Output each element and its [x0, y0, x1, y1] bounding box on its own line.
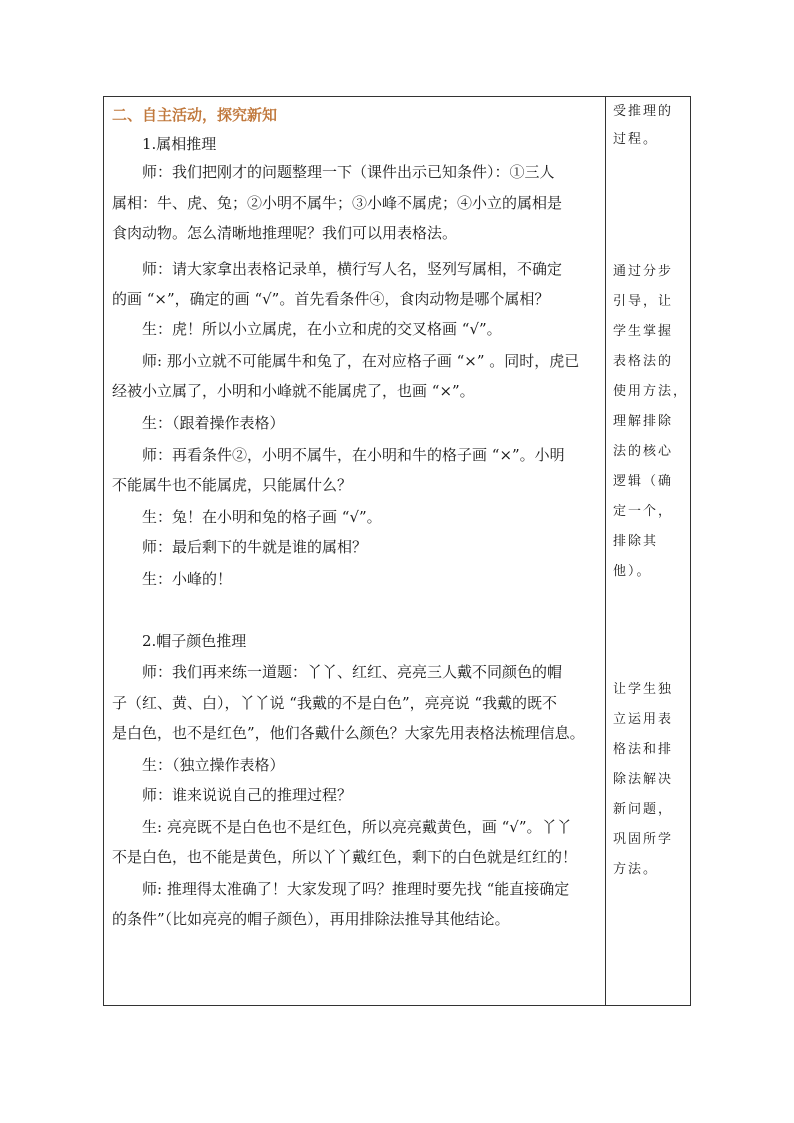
- side-note-line: 定一个，: [613, 504, 674, 519]
- side-note-line: 使用方法，: [613, 384, 689, 399]
- side-note-line: 通过分步: [613, 264, 674, 279]
- paragraph-line: 师：最后剩下的牛就是谁的属相？: [142, 538, 368, 556]
- paragraph-line: 属相：牛、虎、兔；②小明不属牛；③小峰不属虎；④小立的属相是: [112, 194, 563, 212]
- side-note-line: 立运用表: [613, 712, 674, 727]
- side-note-line: 学生掌握: [613, 324, 674, 339]
- side-note-line: 法的核心: [613, 444, 674, 459]
- paragraph-line: 师：再看条件②，小明不属牛，在小明和牛的格子画 “×”。小明: [142, 446, 565, 464]
- side-note-line: 新问题，: [613, 802, 674, 817]
- side-note-line: 巩固所学: [613, 832, 674, 847]
- side-note-line: 让学生独: [613, 682, 674, 697]
- lesson-plan-table: [103, 96, 691, 1006]
- paragraph-line: 生：小峰的！: [142, 570, 233, 588]
- paragraph-line: 的条件”（比如亮亮的帽子颜色），再用排除法推导其他结论。: [112, 910, 510, 928]
- paragraph-line: 不能属牛也不能属虎，只能属什么？: [112, 476, 353, 494]
- side-note-line: 理解排除: [613, 414, 674, 429]
- side-note-line: 方法。: [613, 862, 659, 877]
- paragraph-line: 食肉动物。怎么清晰地推理呢？我们可以用表格法。: [112, 224, 458, 242]
- part2-title: 2.帽子颜色推理: [142, 632, 247, 650]
- side-note-line: 过程。: [613, 132, 659, 147]
- paragraph-line: 是白色，也不是红色”，他们各戴什么颜色？大家先用表格法梳理信息。: [112, 724, 585, 742]
- paragraph-line: 生: 亮亮既不是白色也不是红色，所以亮亮戴黄色，画 “√”。丫丫: [142, 818, 572, 836]
- paragraph-line: 师: 那小立就不可能属牛和兔了，在对应格子画 “×” 。同时，虎已: [142, 352, 580, 370]
- paragraph-line: 不是白色，也不能是黄色，所以丫丫戴红色，剩下的白色就是红红的！: [112, 848, 578, 866]
- paragraph-line: 生：兔！在小明和兔的格子画 “√”。: [142, 508, 382, 526]
- paragraph-line: 生：（跟着操作表格）: [142, 414, 285, 432]
- side-note-line: 格法和排: [613, 742, 674, 757]
- paragraph-line: 经被小立属了，小明和小峰就不能属虎了，也画 “×”。: [112, 382, 475, 400]
- side-note-line: 表格法的: [613, 354, 674, 369]
- paragraph-line: 师：谁来说说自己的推理过程？: [142, 786, 353, 804]
- side-note-line: 他）。: [613, 564, 652, 579]
- paragraph-line: 的画 “×”，确定的画 “√”。首先看条件④，食肉动物是哪个属相？: [112, 290, 550, 308]
- paragraph-line: 师：我们再来练一道题：丫丫、红红、亮亮三人戴不同颜色的帽: [142, 663, 563, 681]
- side-note-line: 逻辑（确: [613, 474, 674, 489]
- paragraph-line: 师：请大家拿出表格记录单，横行写人名，竖列写属相，不确定: [142, 260, 563, 278]
- side-note-line: 除法解决: [613, 772, 674, 787]
- side-note-line: 引导，让: [613, 294, 674, 309]
- paragraph-line: 师: 推理得太准确了！大家发现了吗？推理时要先找 “能直接确定: [142, 880, 570, 898]
- side-note-line: 受推理的: [613, 104, 674, 119]
- side-note-line: 排除其: [613, 534, 659, 549]
- paragraph-line: 子（红、黄、白），丫丫说 “我戴的不是白色”，亮亮说 “我戴的既不: [112, 694, 558, 712]
- section-heading: 二、自主活动，探究新知: [112, 106, 278, 124]
- paragraph-line: 生：虎！所以小立属虎，在小立和虎的交叉格画 “√”。: [142, 320, 502, 338]
- part1-title: 1.属相推理: [142, 135, 217, 153]
- paragraph-line: 师：我们把刚才的问题整理一下（课件出示已知条件）：①三人: [142, 163, 555, 181]
- column-divider: [605, 97, 606, 1005]
- paragraph-line: 生：（独立操作表格）: [142, 756, 285, 774]
